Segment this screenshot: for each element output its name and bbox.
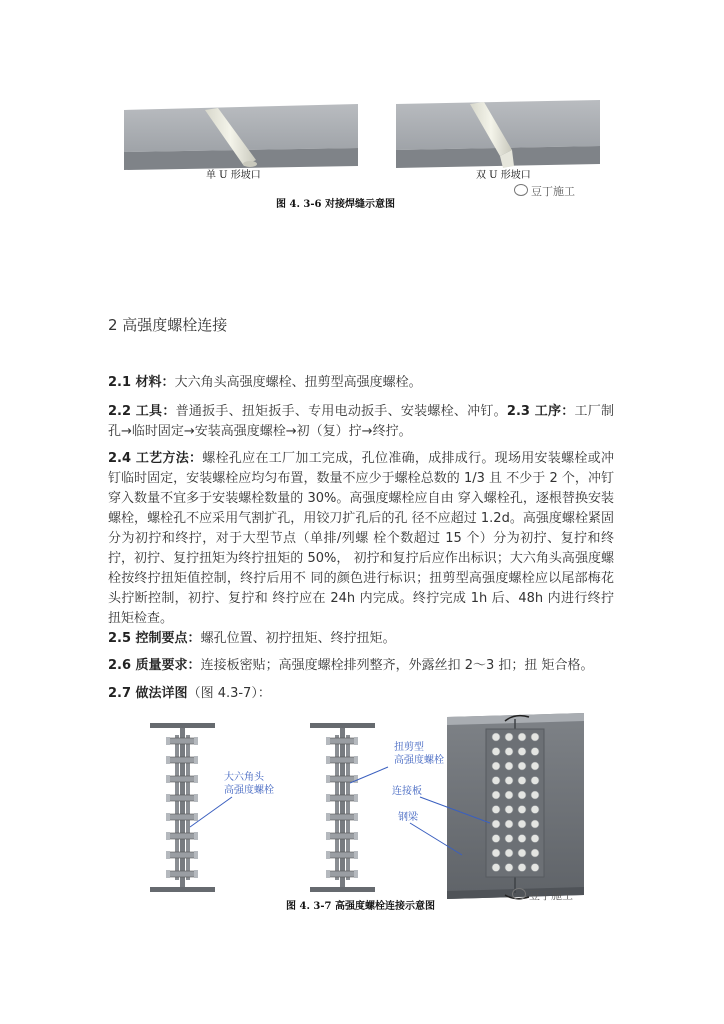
twist-off-bolt-head xyxy=(326,832,330,840)
beam-3d-view xyxy=(447,713,584,899)
plate-bolt xyxy=(518,762,526,770)
paragraph-2-4 xyxy=(108,449,614,629)
plate-bolt xyxy=(505,791,513,799)
watermark xyxy=(512,887,573,903)
single-u-groove-label: 单 U 形坡口 xyxy=(206,170,261,181)
label-2-1: 2.1 材料： xyxy=(108,375,175,390)
twist-off-bolt-head xyxy=(326,737,330,745)
text-2-3: 工厂制孔→临时固定→安装高强度螺栓→初（复）拧→终拧。 xyxy=(108,404,614,439)
figure-caption: 图 4. 3-6 对接焊缝示意图 xyxy=(276,199,395,210)
plate-bolt xyxy=(518,733,526,741)
plate-bolt xyxy=(518,849,526,857)
watermark xyxy=(514,183,575,199)
annotation-plate: 连接板 xyxy=(392,786,422,797)
twist-off-bolt xyxy=(328,776,356,782)
text-2-2: 普通扳手、扭矩扳手、专用电动扳手、安装螺栓、冲钉。 xyxy=(175,404,507,419)
plate-bolt xyxy=(518,864,526,872)
section-title: 2 高强度螺栓连接 xyxy=(108,316,228,334)
bolt-connection-illustration xyxy=(0,705,724,920)
hex-bolt-head xyxy=(166,737,170,745)
hex-bolt-nut xyxy=(194,756,198,764)
paragraph-2-7 xyxy=(108,684,614,704)
twist-off-bolt-nut xyxy=(354,813,358,821)
plate-bolt xyxy=(518,806,526,814)
hex-bolt-head xyxy=(166,775,170,783)
paragraph-2-6 xyxy=(108,656,614,676)
butt-weld-figure xyxy=(0,0,724,220)
plate-bolt xyxy=(505,733,513,741)
plate-bolt xyxy=(492,733,500,741)
plate-bolt xyxy=(492,806,500,814)
double-u-groove-label: 双 U 形坡口 xyxy=(476,170,531,181)
bolt-connection-figure xyxy=(0,705,724,920)
paragraph-2-2 xyxy=(108,402,614,442)
i-beam-twist-off-bolts xyxy=(310,723,375,892)
plate-bolt xyxy=(492,835,500,843)
twist-off-bolt-nut xyxy=(354,870,358,878)
plate-bolt xyxy=(531,791,539,799)
plate-bolt xyxy=(531,777,539,785)
hex-bolt xyxy=(168,776,196,782)
plate-bolt xyxy=(531,806,539,814)
annotation-twist-off-line2: 高强度螺栓 xyxy=(394,755,444,766)
twist-off-bolt-nut xyxy=(354,794,358,802)
hex-bolt xyxy=(168,738,196,744)
plate-bolt xyxy=(505,864,513,872)
plate-bolt xyxy=(505,806,513,814)
hex-bolt-nut xyxy=(194,775,198,783)
label-2-7: 2.7 做法详图 xyxy=(108,686,188,701)
twist-off-bolt-nut xyxy=(354,775,358,783)
text-2-1: 大六角头高强度螺栓、扭剪型高强度螺栓。 xyxy=(174,375,422,390)
plate-bolt xyxy=(518,777,526,785)
hex-bolt-nut xyxy=(194,832,198,840)
plate-bolt xyxy=(492,748,500,756)
paragraph-2-5 xyxy=(108,629,614,649)
watermark-icon xyxy=(514,184,528,196)
text-2-6: 连接板密贴；高强度螺栓排列整齐，外露丝扣 2～3 扣；扭 矩合格。 xyxy=(200,658,594,673)
twist-off-bolt-head xyxy=(326,794,330,802)
annotation-hex-bolt-line1: 大六角头 xyxy=(224,772,264,783)
watermark-text: 豆丁施工 xyxy=(531,185,575,198)
twist-off-bolt xyxy=(328,871,356,877)
hex-bolt-head xyxy=(166,756,170,764)
plate-bolt xyxy=(531,849,539,857)
annotation-hex-bolt xyxy=(224,771,274,797)
hex-bolt-nut xyxy=(194,870,198,878)
single-u-groove-plate xyxy=(124,104,358,170)
text-2-4: 螺栓孔应在工厂加工完成，孔位准确，成排成行。现场用安装螺栓或冲钉临时固定，安装螺栓应均匀布置，数量不应少于螺栓总数的 1/3 且 不少于 2 个，冲钉穿入数量不宜多于安装螺栓数量的 30%。高强度螺栓应自由 穿入螺栓孔，逐根替换安装螺栓，螺栓孔不应采用气割扩孔，用铰刀扩孔后的孔 径不应超过 1.2d。高强度螺栓紧固分为初拧和终拧，对于大型节点（单排/列螺 栓个数超过 15 个）分为初拧、复拧和终拧，初拧、复拧扭矩为终拧扭矩的 50%， 初拧和复拧后应作出标识；大六角头高强度螺栓按终拧扭矩值控制，终拧后用不 同的颜色进行标识；扭剪型高强度螺栓应以尾部梅花头拧断控制，初拧、复拧和 终拧应在 24h 内完成。终拧完成 1h 后、48h 内进行终拧扭矩检查。 xyxy=(108,451,614,626)
label-2-2: 2.2 工具： xyxy=(108,404,176,419)
twist-off-bolt-nut xyxy=(354,737,358,745)
plate-bolt xyxy=(531,835,539,843)
plate-bolt xyxy=(492,849,500,857)
plate-bolt xyxy=(531,864,539,872)
plate-bolt xyxy=(531,748,539,756)
plate-bolt xyxy=(492,762,500,770)
plate-bolt xyxy=(531,820,539,828)
annotation-twist-off-bolt xyxy=(394,741,444,767)
plate-bolt xyxy=(505,777,513,785)
twist-off-bolt-nut xyxy=(354,851,358,859)
text-2-5: 螺孔位置、初拧扭矩、终拧扭矩。 xyxy=(200,631,396,646)
watermark-text: 豆丁施工 xyxy=(529,889,573,902)
plate-bolt xyxy=(492,864,500,872)
twist-off-bolt-nut xyxy=(354,756,358,764)
plate-bolt xyxy=(518,820,526,828)
twist-off-bolt-head xyxy=(326,756,330,764)
hex-bolt-nut xyxy=(194,813,198,821)
twist-off-bolt xyxy=(328,814,356,820)
plate-bolt xyxy=(505,748,513,756)
twist-off-bolt xyxy=(328,833,356,839)
plate-bolt xyxy=(505,849,513,857)
hex-bolt-head xyxy=(166,870,170,878)
plate-bolt xyxy=(518,835,526,843)
hex-bolt xyxy=(168,871,196,877)
twist-off-bolt-head xyxy=(326,775,330,783)
butt-weld-illustration xyxy=(0,0,724,220)
plate-bolt xyxy=(531,762,539,770)
hex-bolt-head xyxy=(166,813,170,821)
hex-bolt xyxy=(168,795,196,801)
hex-bolt xyxy=(168,757,196,763)
annotation-twist-off-line1: 扭剪型 xyxy=(394,742,424,753)
plate-bolt xyxy=(518,791,526,799)
hex-bolt-head xyxy=(166,832,170,840)
label-2-5: 2.5 控制要点： xyxy=(108,631,201,646)
twist-off-bolt xyxy=(328,795,356,801)
twist-off-bolt-head xyxy=(326,851,330,859)
twist-off-bolt-head xyxy=(326,870,330,878)
label-2-4: 2.4 工艺方法： xyxy=(108,451,203,466)
plate-bolt xyxy=(505,835,513,843)
figure-caption: 图 4. 3-7 高强度螺栓连接示意图 xyxy=(286,901,435,912)
twist-off-bolt-nut xyxy=(354,832,358,840)
twist-off-bolt xyxy=(328,738,356,744)
hex-bolt xyxy=(168,814,196,820)
text-2-7: （图 4.3-7）： xyxy=(187,686,271,701)
plate-bolt xyxy=(505,820,513,828)
hex-bolt-head xyxy=(166,794,170,802)
annotation-beam: 钢梁 xyxy=(398,812,418,823)
watermark-icon xyxy=(512,888,526,900)
hex-bolt-head xyxy=(166,851,170,859)
hex-bolt xyxy=(168,833,196,839)
plate-bolt xyxy=(492,820,500,828)
double-u-groove-plate xyxy=(396,100,600,168)
hex-bolt xyxy=(168,852,196,858)
twist-off-bolt xyxy=(328,757,356,763)
plate-bolt xyxy=(505,762,513,770)
plate-bolt xyxy=(492,791,500,799)
annotation-hex-bolt-line2: 高强度螺栓 xyxy=(224,785,274,796)
label-2-6: 2.6 质量要求： xyxy=(108,658,201,673)
plate-bolt xyxy=(518,748,526,756)
twist-off-bolt-head xyxy=(326,813,330,821)
plate-bolt xyxy=(492,777,500,785)
paragraph-2-1 xyxy=(108,373,614,393)
i-beam-hex-bolts xyxy=(150,723,215,892)
hex-bolt-nut xyxy=(194,737,198,745)
hex-bolt-nut xyxy=(194,794,198,802)
label-2-3: 2.3 工序： xyxy=(506,404,575,419)
twist-off-bolt xyxy=(328,852,356,858)
hex-bolt-nut xyxy=(194,851,198,859)
plate-bolt xyxy=(531,733,539,741)
